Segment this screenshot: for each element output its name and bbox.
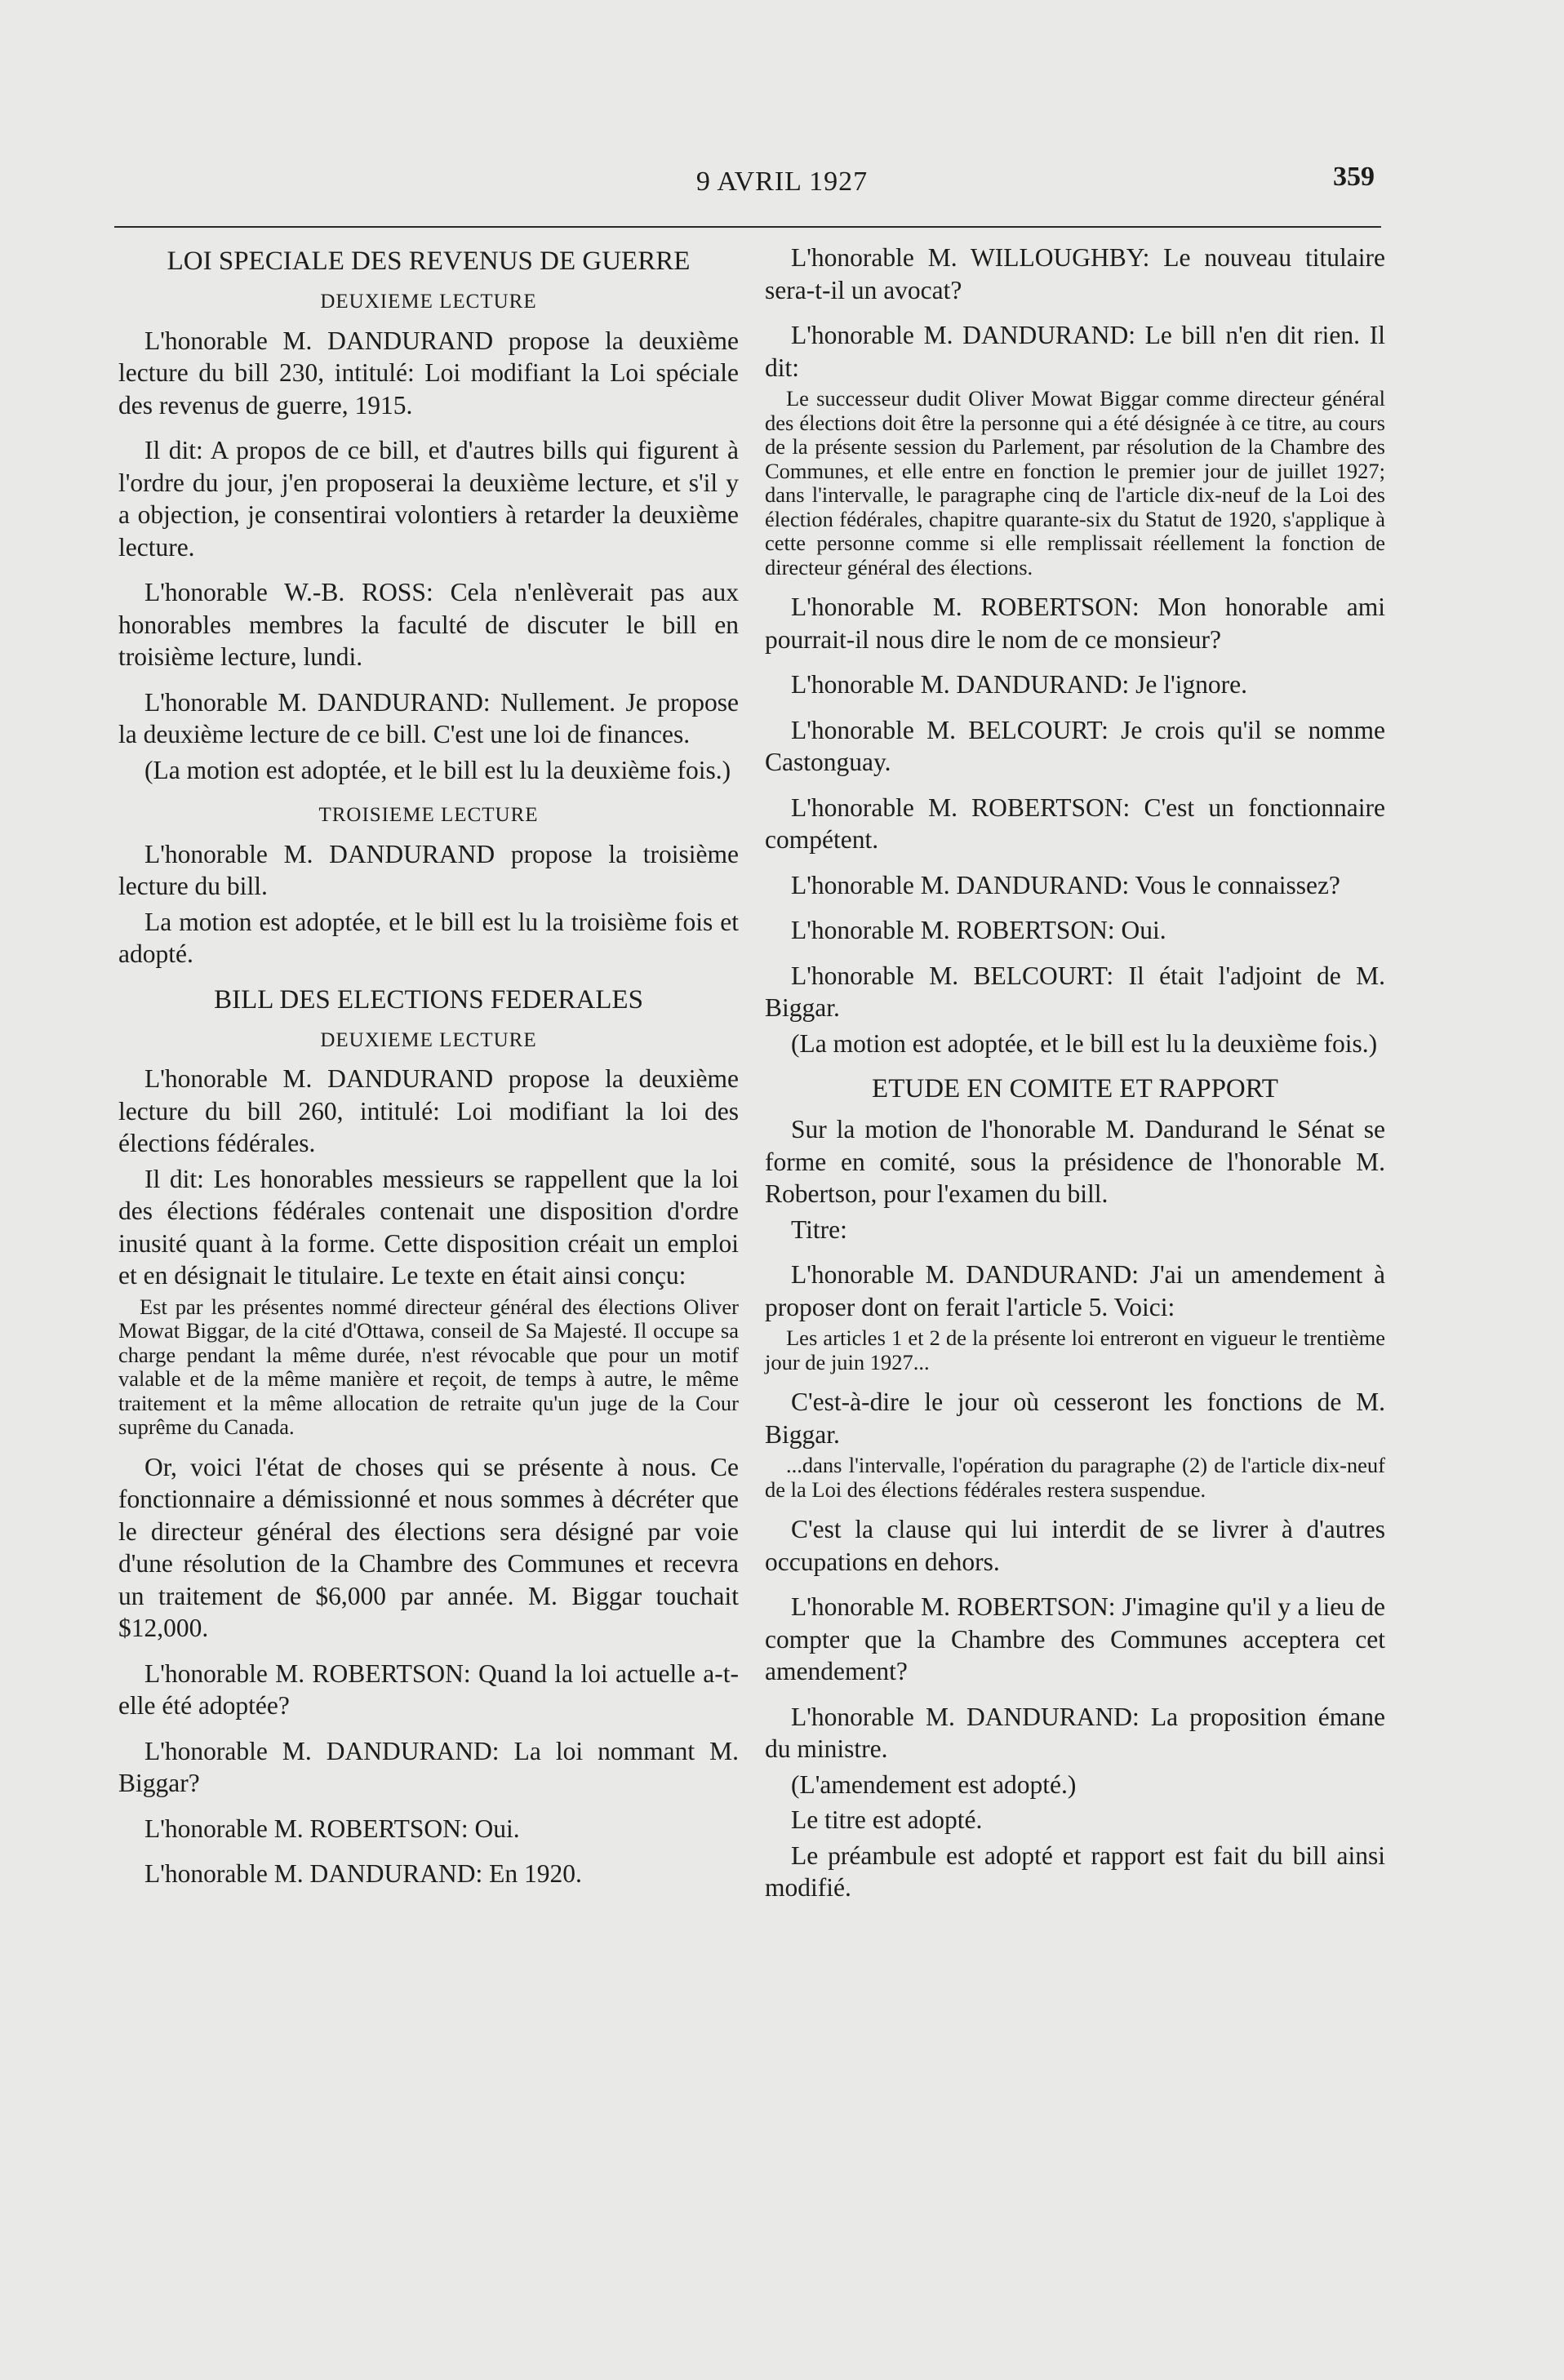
paragraph: L'honorable M. DANDURAND: En 1920. xyxy=(144,1859,582,1888)
paragraph: C'est-à-dire le jour où cesseront les fonctions de M. Biggar. xyxy=(765,1388,1385,1449)
left-column xyxy=(118,242,739,1903)
paragraph: Le titre est adopté. xyxy=(791,1805,983,1834)
paragraph: L'honorable M. DANDURAND propose la troisième lecture du bill. xyxy=(118,839,739,900)
paragraph: L'honorable M. ROBERTSON: Oui. xyxy=(791,916,1166,944)
paragraph: (La motion est adoptée, et le bill est lu la deuxième fois.) xyxy=(791,1028,1378,1058)
page-date: 9 AVRIL 1927 xyxy=(695,167,869,197)
quoted-text: Le successeur dudit Oliver Mowat Biggar comme directeur général des élections doit être la personne qui a été désignée à ce titre, au cours de la présente session du Parlement, par résolution de la Chambre des Communes, et elle entre en fonction le premier jour de juillet 1927; dans l'intervalle, le paragraphe cinq de l'article dix-neuf de la Loi des élection fédérales, chapitre quarante-six du Statut de 1920, s'applique à cette personne comme si elle remplissait réellement la fonction de directeur général des élections. xyxy=(765,386,1385,579)
paragraph: L'honorable M. DANDURAND: Le bill n'en dit rien. Il dit: xyxy=(765,321,1385,382)
paragraph: L'honorable M. DANDURAND: J'ai un amendement à proposer dont on ferait l'article 5. Voici: xyxy=(765,1260,1385,1321)
paragraph: L'honorable M. ROBERTSON: Mon honorable ami pourrait-il nous dire le nom de ce monsieur? xyxy=(765,593,1385,654)
paragraph: (La motion est adoptée, et le bill est lu la deuxième fois.) xyxy=(144,755,731,784)
page-header xyxy=(0,160,1564,209)
section-subheading: DEUXIEME LECTURE xyxy=(320,1028,537,1051)
paragraph: L'honorable M. DANDURAND propose la deuxième lecture du bill 260, intitulé: Loi modifiant la loi des élections fédérales. xyxy=(118,1064,739,1157)
quoted-text: Les articles 1 et 2 de la présente loi entreront en vigueur le trentième jour de juin 1927... xyxy=(765,1325,1385,1374)
paragraph: (L'amendement est adopté.) xyxy=(791,1769,1077,1799)
page-number: 359 xyxy=(1333,162,1375,192)
paragraph: L'honorable M. BELCOURT: Il était l'adjoint de M. Biggar. xyxy=(765,961,1385,1022)
paragraph: L'honorable M. DANDURAND: La loi nommant M. Biggar? xyxy=(118,1736,739,1797)
quoted-text: Est par les présentes nommé directeur général des élections Oliver Mowat Biggar, de la cité d'Ottawa, conseil de Sa Majesté. Il occupe sa charge pendant la même durée, n'est révocable que pour un motif valable et de la même manière et reçoit, de temps à autre, le même traitement et la même allocation de retraite qu'un juge de la Cour suprême du Canada. xyxy=(118,1294,739,1439)
paragraph: Or, voici l'état de choses qui se présente à nous. Ce fonctionnaire a démissionné et nous sommes à décréter que le directeur général des élections sera désigné par voie d'une résolution de la Chambre des Communes et recevra un traitement de $6,000 par année. M. Biggar touchait $12,000. xyxy=(118,1452,739,1642)
paragraph: L'honorable M. DANDURAND: Nullement. Je propose la deuxième lecture de ce bill. C'est une loi de finances. xyxy=(118,687,739,748)
section-heading: LOI SPECIALE DES REVENUS DE GUERRE xyxy=(167,246,691,276)
paragraph: L'honorable M. DANDURAND: Je l'ignore. xyxy=(791,670,1248,699)
right-column xyxy=(765,242,1385,1917)
paragraph: Il dit: Les honorables messieurs se rappellent que la loi des élections fédérales contenait une disposition d'ordre inusité quant à la forme. Cette disposition créait un emploi et en désignait le titulaire. Le texte en était ainsi conçu: xyxy=(118,1164,739,1290)
paragraph: L'honorable M. ROBERTSON: C'est un fonctionnaire compétent. xyxy=(765,793,1385,854)
header-rule xyxy=(114,226,1381,228)
paragraph: Le préambule est adopté et rapport est fait du bill ainsi modifié. xyxy=(765,1841,1385,1902)
quoted-text: ...dans l'intervalle, l'opération du paragraphe (2) de l'article dix-neuf de la Loi des élections fédérales restera suspendue. xyxy=(765,1453,1385,1502)
paragraph: L'honorable W.-B. ROSS: Cela n'enlèverait pas aux honorables membres la faculté de discuter le bill en troisième lecture, lundi. xyxy=(118,578,739,671)
paragraph: C'est la clause qui lui interdit de se livrer à d'autres occupations en dehors. xyxy=(765,1515,1385,1576)
paragraph: L'honorable M. DANDURAND: Vous le connaissez? xyxy=(791,870,1340,899)
paragraph: L'honorable M. ROBERTSON: Oui. xyxy=(144,1814,520,1843)
paragraph: L'honorable M. DANDURAND propose la deuxième lecture du bill 230, intitulé: Loi modifiant la Loi spéciale des revenus de guerre, 1915. xyxy=(118,326,739,420)
paragraph: Il dit: A propos de ce bill, et d'autres bills qui figurent à l'ordre du jour, j'en proposerai la deuxième lecture, et s'il y a objection, je consentirai volontiers à retarder la deuxième lecture. xyxy=(118,436,739,562)
section-heading: BILL DES ELECTIONS FEDERALES xyxy=(214,984,643,1015)
paragraph: L'honorable M. WILLOUGHBY: Le nouveau titulaire sera-t-il un avocat? xyxy=(765,243,1385,304)
paragraph: L'honorable M. ROBERTSON: J'imagine qu'il y a lieu de compter que la Chambre des Communes acceptera cet amendement? xyxy=(765,1592,1385,1685)
section-subheading: TROISIEME LECTURE xyxy=(318,804,539,826)
paragraph: La motion est adoptée, et le bill est lu la troisième fois et adopté. xyxy=(118,907,739,968)
paragraph: L'honorable M. BELCOURT: Je crois qu'il se nomme Castonguay. xyxy=(765,715,1385,776)
paragraph: Titre: xyxy=(791,1214,847,1244)
paragraph: L'honorable M. DANDURAND: La proposition émane du ministre. xyxy=(765,1702,1385,1763)
paragraph: Sur la motion de l'honorable M. Dandurand le Sénat se forme en comité, sous la présidence de l'honorable M. Robertson, pour l'examen du bill. xyxy=(765,1115,1385,1208)
section-subheading: DEUXIEME LECTURE xyxy=(320,291,537,313)
section-heading: ETUDE EN COMITE ET RAPPORT xyxy=(872,1074,1278,1103)
paragraph: L'honorable M. ROBERTSON: Quand la loi actuelle a-t-elle été adoptée? xyxy=(118,1658,739,1720)
